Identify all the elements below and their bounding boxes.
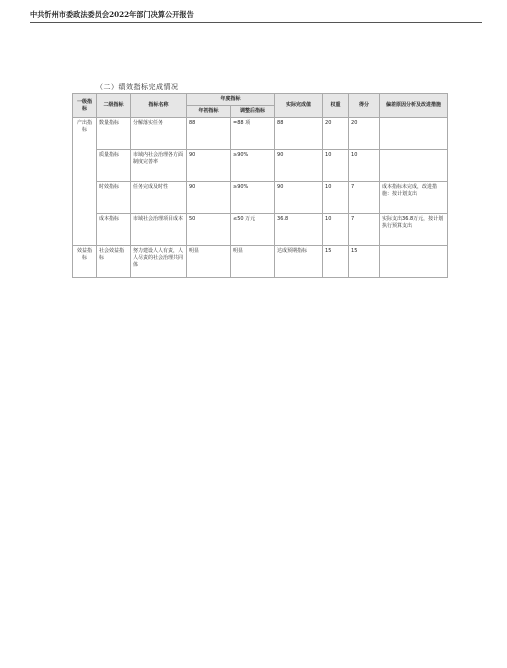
cell-level2: 时效指标 [97,182,131,214]
cell-level2: 成本指标 [97,214,131,246]
header-adjusted-target: 调整后指标 [231,106,275,118]
header-actual-value: 实际完成值 [275,94,323,118]
cell-weight: 10 [323,150,349,182]
cell-level2: 质量指标 [97,150,131,182]
header-deviation-analysis: 偏差原因分析及改进措施 [380,94,448,118]
table-row [73,182,448,214]
performance-table [72,93,448,278]
cell-level2: 数量指标 [97,118,131,150]
cell-initial-target: 50 [187,214,231,246]
cell-deviation: 成本指标未完成，改进措施：按计划支出 [380,182,448,214]
cell-adjusted-target: ≤50 万元 [231,214,275,246]
cell-weight: 10 [323,214,349,246]
cell-score: 7 [349,182,380,214]
cell-adjusted-target: =88 项 [231,118,275,150]
cell-actual-value: 36.8 [275,214,323,246]
cell-initial-target: 90 [187,150,231,182]
header-score: 得分 [349,94,380,118]
cell-actual-value: 90 [275,182,323,214]
cell-actual-value: 88 [275,118,323,150]
cell-indicator-name: 努力建设人人有责，人人尽责的社会治理共同体 [131,246,187,278]
header-indicator-name: 指标名称 [131,94,187,118]
cell-indicator-name: 分解落实任务 [131,118,187,150]
cell-actual-value: 达成预期指标 [275,246,323,278]
cell-actual-value: 90 [275,150,323,182]
cell-score: 15 [349,246,380,278]
cell-weight: 20 [323,118,349,150]
cell-initial-target: 90 [187,182,231,214]
page-header-title: 中共忻州市委政法委员会2022年部门决算公开报告 [30,8,482,23]
cell-score: 7 [349,214,380,246]
cell-deviation [380,150,448,182]
table-row [73,246,448,278]
cell-level2: 社会效益指标 [97,246,131,278]
table-row [73,214,448,246]
cell-indicator-name: 任务完成及时性 [131,182,187,214]
cell-deviation [380,118,448,150]
header-level2: 二级指标 [97,94,131,118]
section-title: （二）绩效指标完成情况 [96,83,179,91]
cell-indicator-name: 市域内社会治理各方面制度完善率 [131,150,187,182]
cell-indicator-name: 市域社会治理项目成本 [131,214,187,246]
cell-level1: 效益指标 [73,246,97,278]
cell-weight: 10 [323,182,349,214]
table-row [73,118,448,150]
cell-score: 10 [349,150,380,182]
cell-weight: 15 [323,246,349,278]
header-level1: 一级指标 [73,94,97,118]
cell-initial-target: 88 [187,118,231,150]
cell-deviation: 实际支出36.8万元，按计划执行预算支出 [380,214,448,246]
header-initial-target: 年初指标 [187,106,231,118]
header-annual-target: 年度指标 [187,94,275,106]
cell-adjusted-target: ≥90% [231,182,275,214]
cell-adjusted-target: 明显 [231,246,275,278]
cell-adjusted-target: ≥90% [231,150,275,182]
cell-initial-target: 明显 [187,246,231,278]
header-weight: 权重 [323,94,349,118]
table-row [73,150,448,182]
cell-deviation [380,246,448,278]
cell-score: 20 [349,118,380,150]
cell-level1: 产出指标 [73,118,97,246]
